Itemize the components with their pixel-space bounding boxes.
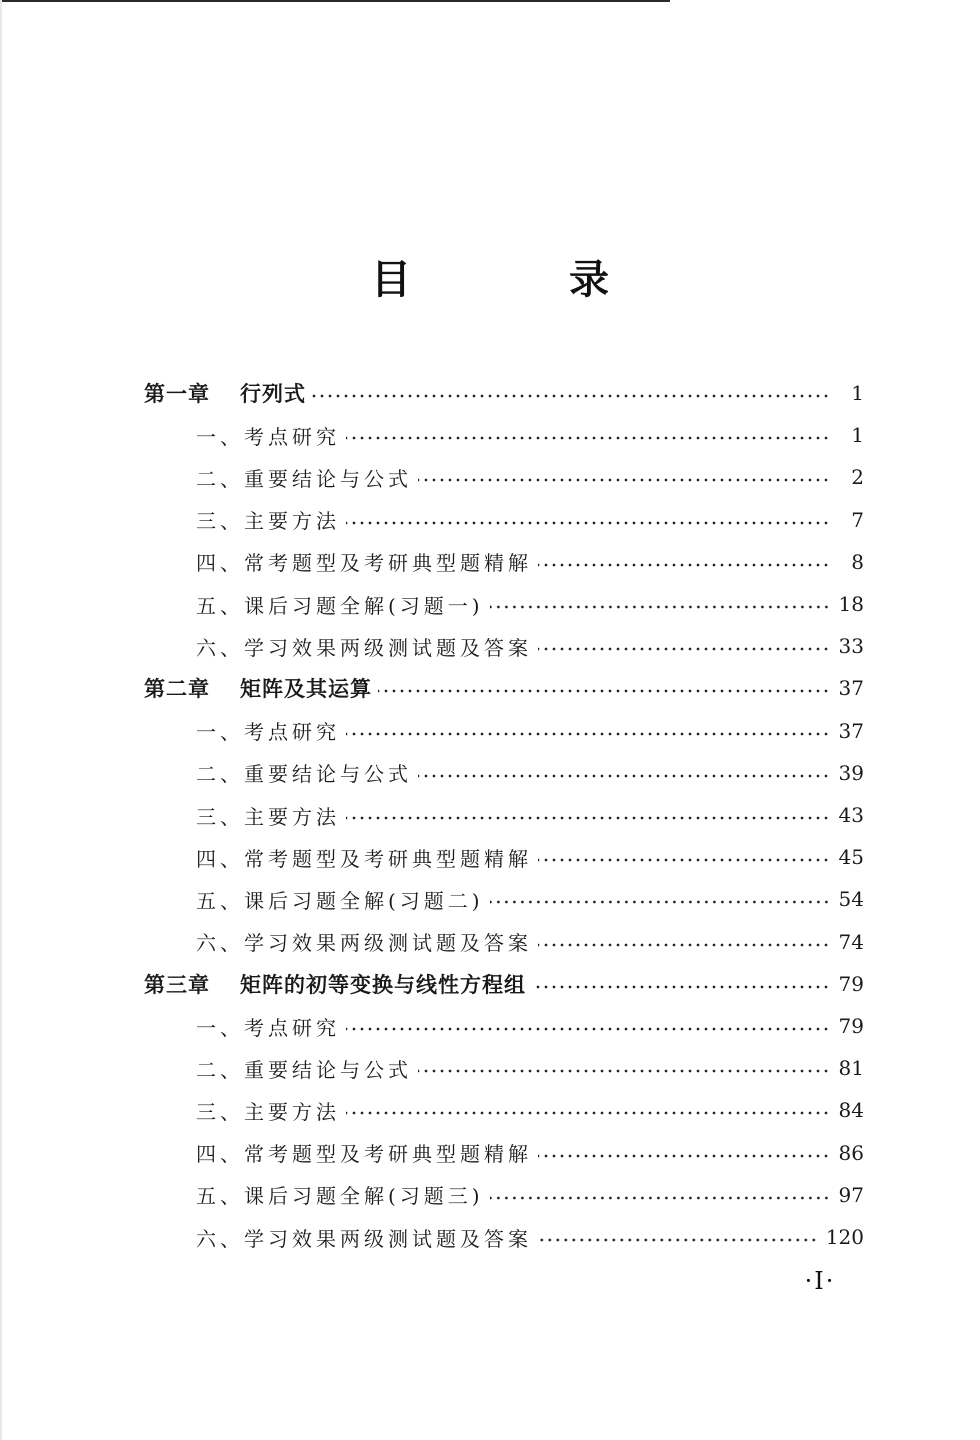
toc-page-number: 84 [838, 1098, 864, 1123]
toc-chapter-title: 矩阵的初等变换与线性方程组 [240, 972, 526, 997]
toc-section-title: 四、常考题型及考研典型题精解 [196, 551, 532, 576]
dot-leader [490, 605, 830, 609]
dot-leader [346, 521, 830, 525]
dot-leader [418, 478, 830, 482]
toc-section-row[interactable] [196, 1093, 864, 1127]
toc-section-row[interactable] [196, 1220, 864, 1254]
toc-section-row[interactable] [196, 756, 864, 790]
toc-page-number: 43 [838, 803, 864, 827]
dot-leader [538, 563, 830, 567]
toc-chapter-title: 行列式 [240, 382, 306, 406]
toc-section-row[interactable] [196, 1009, 864, 1043]
toc-section-row[interactable] [196, 629, 864, 663]
toc-page-number: 39 [838, 760, 864, 785]
toc-section-title: 三、主要方法 [196, 1099, 340, 1124]
scan-left-edge [0, 0, 2, 1440]
toc-section-title: 六、学习效果两级测试题及答案 [196, 1226, 532, 1251]
toc-page-number: 86 [838, 1140, 864, 1165]
toc-page-number: 74 [838, 929, 864, 954]
dot-leader [418, 1069, 830, 1073]
toc-page-number: 120 [825, 1225, 864, 1249]
toc-section-row[interactable] [196, 798, 864, 832]
toc-section-row[interactable] [196, 925, 864, 959]
toc-section-title: 二、重要结论与公式 [196, 1057, 412, 1082]
toc-section-row[interactable] [196, 1178, 864, 1212]
toc-page-number: 37 [838, 718, 864, 743]
toc-section-title: 三、主要方法 [196, 509, 340, 534]
toc-page-number: 33 [838, 634, 864, 659]
toc-section-row[interactable] [196, 460, 864, 494]
toc-section-row[interactable] [196, 882, 864, 916]
toc-page-number: 2 [851, 465, 864, 490]
dot-leader [538, 1238, 818, 1242]
dot-leader [346, 732, 830, 736]
toc-section-row[interactable] [196, 503, 864, 537]
toc-section-title: 一、考点研究 [196, 1015, 340, 1040]
toc-chapter-row[interactable] [144, 671, 864, 705]
toc-section-row[interactable] [196, 1136, 864, 1170]
toc-section-title: 五、课后习题全解(习题一) [196, 593, 484, 618]
toc-section-row[interactable] [196, 545, 864, 579]
toc-page-number: 45 [838, 845, 864, 870]
toc-section-row[interactable] [196, 418, 864, 452]
toc-page-number: 37 [838, 676, 864, 701]
toc-section-title: 六、学习效果两级测试题及答案 [196, 931, 532, 956]
toc-page-number: 79 [838, 971, 864, 996]
dot-leader [346, 1027, 830, 1031]
dot-leader [378, 689, 830, 693]
page-title: 目 录 [371, 257, 681, 303]
dot-leader [538, 1154, 830, 1158]
toc-section-row[interactable] [196, 587, 864, 621]
toc-section-title: 二、重要结论与公式 [196, 762, 412, 787]
toc-page-number: 81 [838, 1056, 864, 1081]
toc-section-title: 五、课后习题全解(习题三) [196, 1184, 484, 1209]
toc-page-number: 79 [838, 1014, 864, 1038]
toc-section-title: 四、常考题型及考研典型题精解 [196, 1142, 532, 1167]
toc-section-title: 三、主要方法 [196, 804, 340, 829]
toc-chapter-row[interactable] [144, 376, 864, 410]
dot-leader [532, 985, 830, 989]
scan-top-edge-line [0, 0, 670, 2]
dot-leader [346, 816, 830, 820]
toc-chapter-number: 第二章 [144, 677, 210, 702]
toc-section-row[interactable] [196, 714, 864, 748]
dot-leader [538, 647, 830, 651]
toc-chapter-title: 矩阵及其运算 [240, 677, 372, 702]
dot-leader [346, 1111, 830, 1115]
toc-section-title: 一、考点研究 [196, 720, 340, 745]
dot-leader [312, 394, 830, 398]
toc-page-number: 18 [838, 592, 864, 616]
dot-leader [490, 900, 830, 904]
toc-page-number: 7 [851, 507, 864, 532]
toc-section-row[interactable] [196, 1051, 864, 1085]
dot-leader [538, 858, 830, 862]
toc-section-title: 五、课后习题全解(习题二) [196, 888, 484, 913]
dot-leader [346, 436, 830, 440]
toc-section-title: 六、学习效果两级测试题及答案 [196, 635, 532, 660]
toc-section-title: 四、常考题型及考研典型题精解 [196, 846, 532, 871]
toc-chapter-number: 第三章 [144, 972, 210, 997]
dot-leader [418, 774, 830, 778]
toc-chapter-row[interactable] [144, 967, 864, 1001]
toc-chapter-number: 第一章 [144, 382, 210, 406]
toc-page-number: 97 [838, 1182, 864, 1207]
page-folio: ·I· [804, 1267, 836, 1295]
toc-section-row[interactable] [196, 840, 864, 874]
toc-section-title: 二、重要结论与公式 [196, 466, 412, 491]
toc-section-title: 一、考点研究 [196, 424, 340, 449]
toc-page-number: 1 [851, 423, 864, 448]
dot-leader [538, 943, 830, 947]
toc-page-number: 1 [851, 381, 864, 405]
toc-page-number: 8 [851, 549, 864, 574]
toc-page-number: 54 [838, 887, 864, 912]
dot-leader [490, 1196, 830, 1200]
